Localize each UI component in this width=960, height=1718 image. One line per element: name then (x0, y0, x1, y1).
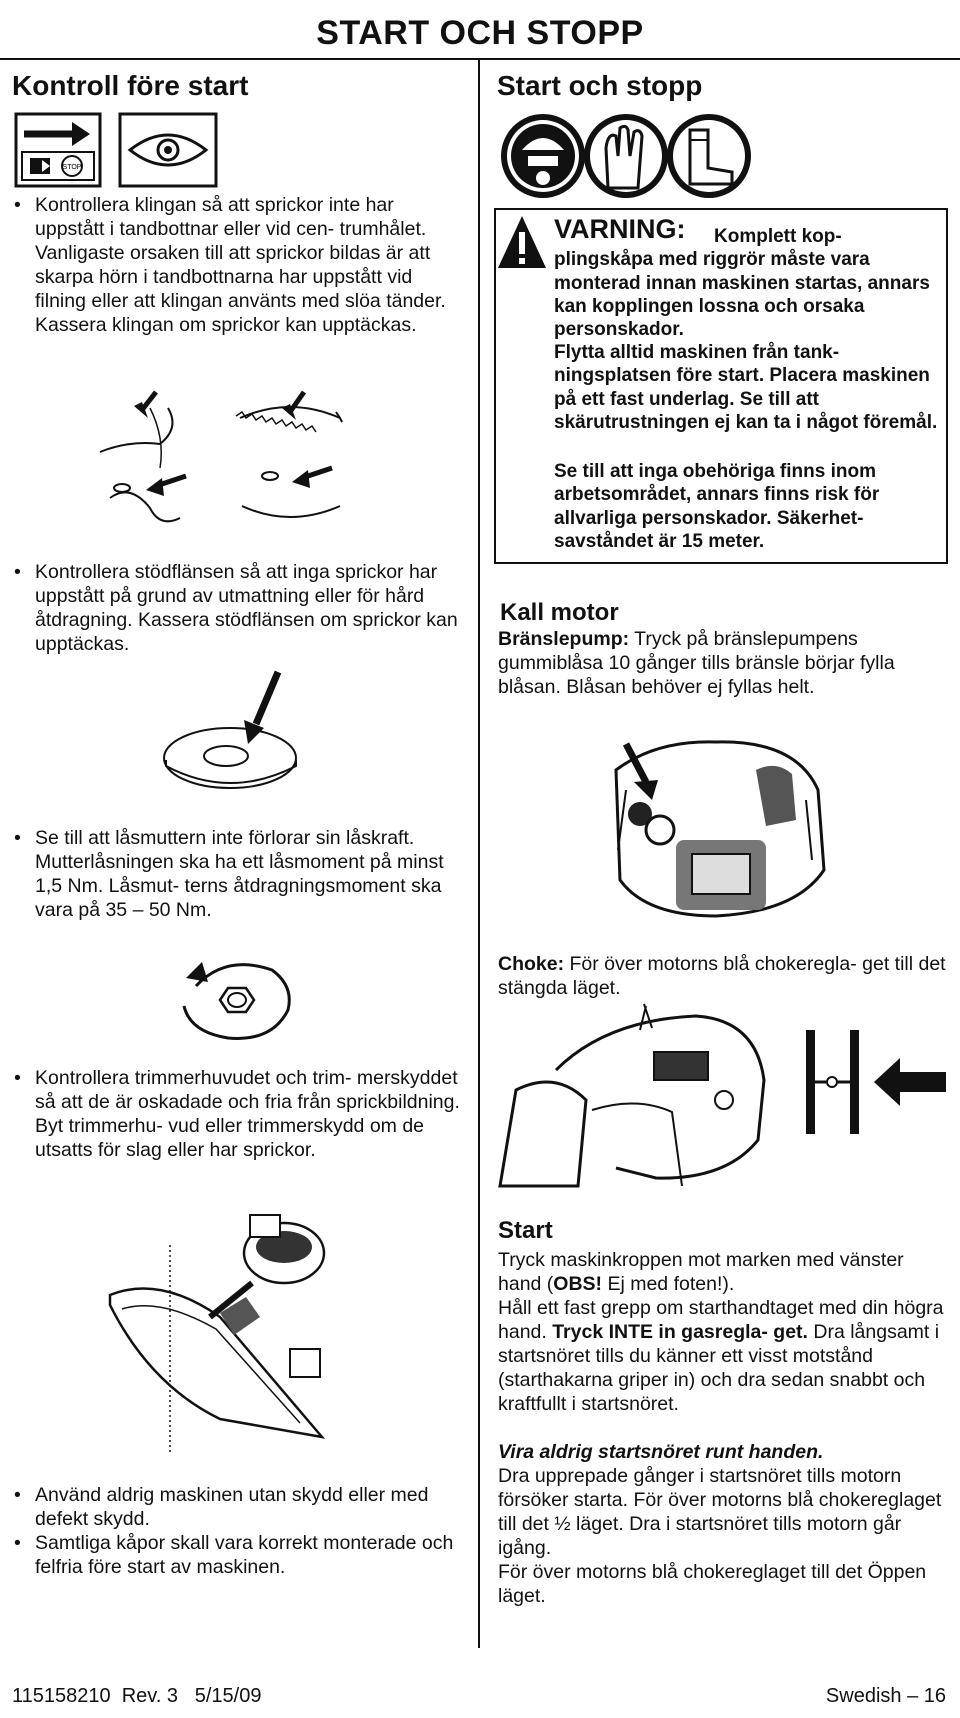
support-flange-illustration (160, 668, 310, 798)
check-list-locknut (12, 826, 462, 922)
lock-nut-illustration (176, 956, 296, 1044)
footer-page-number: Swedish – 16 (825, 1685, 946, 1707)
list-item: • Kontrollera klingan så att sprickor inte har uppstått i tandbottnar eller vid cen- trumhålet. Vanligaste orsaken till att sprickor bildas är att skarpa hörn i tandbottnarna har uppstått vid filning eller att klingan använts med slöa tänder. Kassera klingan om sprickor kan upptäckas. (12, 193, 462, 337)
check-icons (14, 112, 219, 188)
choke-text: För över motorns blå chokeregla- get till det stängda läget. (498, 953, 946, 999)
fuel-pump-paragraph (498, 627, 948, 699)
warning-text-3: Se till att inga obehöriga finns inom arbetsområdet, annars finns risk för allvarliga personskador. Säkerhet- savståndet är 15 meter. (554, 461, 880, 552)
engine-primer-illustration (596, 730, 836, 920)
helmet-ear-eye-protection-icon (501, 114, 585, 198)
start-text-2b: Tryck INTE in gasregla- get. (552, 1321, 808, 1343)
list-item: • Använd aldrig maskinen utan skydd eller med defekt skydd. (12, 1483, 462, 1531)
start-heading: Start (498, 1217, 553, 1244)
list-item: • Samtliga kåpor skall vara korrekt monterade och felfria före start av maskinen. (12, 1531, 462, 1579)
check-list-flange (12, 560, 462, 656)
ppe-icons (498, 112, 754, 202)
start-paragraph-1 (498, 1248, 950, 1296)
page-title: START OCH STOPP (316, 14, 644, 52)
header-divider (0, 58, 960, 60)
start-warning-line: Vira aldrig startsnöret runt handen. (498, 1441, 824, 1463)
choke-label: Choke: (498, 953, 565, 975)
gloves-icon (584, 114, 668, 198)
list-item: • Kontrollera stödflänsen så att inga sprickor har uppstått på grund av utmattning eller för hård åtdragning. Kassera stödflänsen om sprickor kan upptäckas. (12, 560, 462, 656)
start-text-1b: OBS! (553, 1273, 603, 1295)
start-paragraph-4: Dra upprepade gånger i startsnöret tills motorn försöker starta. För över motorns blå chokereglaget till det ½ läget. Dra i startsnöret tills motorn går igång. (498, 1465, 942, 1559)
check-list-guards (12, 1483, 462, 1579)
start-paragraph-5: För över motorns blå chokereglaget till det Öppen läget. (498, 1561, 927, 1607)
fuel-pump-text: Tryck på bränslepumpens gummiblåsa 10 gånger tills bränsle börjar fylla blåsan. Blåsan behöver ej fyllas helt. (498, 628, 895, 698)
choke-closed-symbol-icon (806, 1030, 946, 1134)
column-divider (478, 60, 480, 1648)
stop-label: STOP (62, 164, 82, 171)
check-list-trimmer (12, 1066, 462, 1162)
stop-switch-icon (16, 114, 100, 186)
warning-text-2: Flytta alltid maskinen från tank- ningsplatsen före start. Placera maskinen på ett fast underlag. Se till att skärutrustningen ej kan ta i något föremål. (554, 342, 938, 433)
eye-icon (120, 114, 216, 186)
start-text-2a: Håll ett fast grepp om starthandtaget med din högra hand. (498, 1297, 944, 1343)
start-text-1c: Ej med foten!). (602, 1273, 735, 1295)
list-item: • Se till att låsmuttern inte förlorar sin låskraft. Mutterlåsningen ska ha ett låsmoment på minst 1,5 Nm. Låsmut- terns åtdragningsmoment ska vara på 35 – 50 Nm. (12, 826, 462, 922)
blade-crack-illustration (90, 388, 390, 538)
start-paragraph-2 (498, 1296, 950, 1416)
list-item: • Kontrollera trimmerhuvudet och trim- merskyddet så att de är oskadade och fria från sprickbildning. Byt trimmerhu- vud eller trimmerskydd om de utsatts för slag eller har sprickor. (12, 1066, 462, 1162)
start-text-2c: Dra långsamt i startsnöret tills du känner ett visst motstånd (starthakarna griper in) och dra sedan snabbt och kraftfullt i startsnöret. (498, 1321, 940, 1415)
choke-illustration (496, 1000, 950, 1190)
choke-paragraph (498, 952, 948, 1000)
check-list-blade (12, 193, 462, 337)
fuel-pump-label: Bränslepump: (498, 628, 630, 650)
warning-label: VARNING: (554, 214, 686, 244)
start-text-1a: Tryck maskinkroppen mot marken med vänster hand ( (498, 1249, 904, 1295)
warning-text-1: Komplett kop- plingskåpa med riggrör måste vara monterad innan maskinen startas, annars kan kopplingen lossna och orsaka personskador. (554, 226, 930, 341)
footer-doc-number: 115158210 Rev. 3 5/15/09 (12, 1685, 262, 1707)
cold-engine-heading: Kall motor (500, 599, 619, 626)
boots-icon (667, 114, 751, 198)
section-heading-start-stop: Start och stopp (497, 70, 703, 101)
trimmer-guard-illustration (100, 1205, 360, 1455)
section-heading-check: Kontroll före start (12, 70, 249, 101)
warning-triangle-icon (496, 214, 548, 270)
